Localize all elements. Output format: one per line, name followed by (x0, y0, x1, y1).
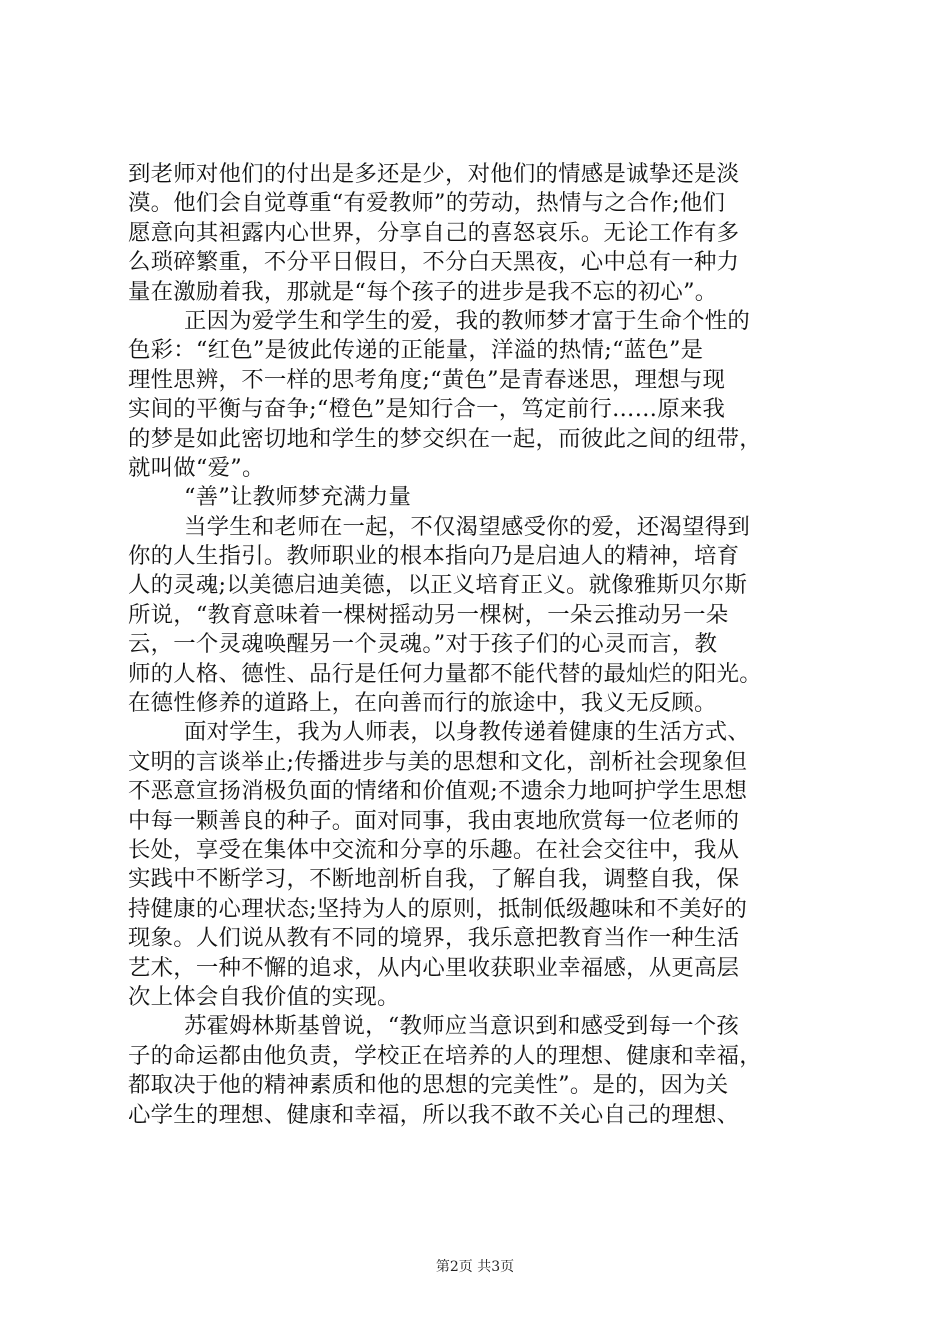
text-line: 漠。他们会自觉尊重“有爱教师”的劳动，热情与之合作;他们 (128, 190, 726, 217)
text-line: 愿意向其袒露内心世界，分享自己的喜怒哀乐。无论工作有多 (128, 219, 740, 246)
text-line: 都取决于他的精神素质和他的思想的完美性”。是的，因为关 (128, 1072, 729, 1099)
text-line: 的梦是如此密切地和学生的梦交织在一起，而彼此之间的纽带， (128, 425, 762, 452)
text-line: 不恶意宣扬消极负面的情绪和价值观;不遗余力地呵护学生思想 (128, 778, 748, 805)
text-line: 在德性修养的道路上，在向善而行的旅途中，我义无反顾。 (128, 690, 717, 717)
text-line: 人的灵魂;以美德启迪美德，以正义培育正义。就像雅斯贝尔斯 (128, 572, 748, 599)
text-line: 就叫做“爱”。 (128, 454, 265, 481)
text-line: 实践中不断学习，不断地剖析自我，了解自我，调整自我，保 (128, 866, 740, 893)
text-line: 色彩：“红色”是彼此传递的正能量，洋溢的热情;“蓝色”是 (128, 337, 704, 364)
text-line: 云，一个灵魂唤醒另一个灵魂。”对于孩子们的心灵而言，教 (128, 631, 718, 658)
text-line: 心学生的理想、健康和幸福，所以我不敢不关心自己的理想、 (128, 1101, 740, 1128)
text-line: 持健康的心理状态;坚持为人的原则，抵制低级趣味和不美好的 (128, 895, 748, 922)
text-line: 理性思辨，不一样的思考角度;“黄色”是青春迷思，理想与现 (128, 366, 726, 393)
text-line: 量在激励着我，那就是“每个孩子的进步是我不忘的初心”。 (128, 278, 718, 305)
section-heading: “善”让教师梦充满力量 (184, 484, 412, 511)
text-line: 艺术，一种不懈的追求，从内心里收获职业幸福感，从更高层 (128, 954, 740, 981)
paragraph-first-line: 苏霍姆林斯基曾说，“教师应当意识到和感受到每一个孩 (184, 1013, 740, 1040)
text-line: 么琐碎繁重，不分平日假日，不分白天黑夜，心中总有一种力 (128, 249, 740, 276)
text-line: 长处，享受在集体中交流和分享的乐趣。在社会交往中，我从 (128, 836, 740, 863)
text-line: 到老师对他们的付出是多还是少，对他们的情感是诚挚还是淡 (128, 161, 740, 187)
text-line: 子的命运都由他负责，学校正在培养的人的理想、健康和幸福， (128, 1042, 762, 1069)
document-body (128, 160, 832, 1130)
text-line: 实间的平衡与奋争;“橙色”是知行合一，笃定前行……原来我 (128, 396, 726, 423)
paragraph-first-line: 当学生和老师在一起，不仅渴望感受你的爱，还渴望得到 (184, 513, 751, 540)
paragraph-first-line: 面对学生，我为人师表，以身教传递着健康的生活方式、 (184, 719, 751, 746)
paragraph-first-line: 正因为爱学生和学生的爱，我的教师梦才富于生命个性的 (184, 307, 751, 334)
text-line: 师的人格、德性、品行是任何力量都不能代替的最灿烂的阳光。 (128, 660, 762, 687)
text-line: 所说，“教育意味着一棵树摇动另一棵树，一朵云推动另一朵 (128, 601, 729, 628)
text-line: 现象。人们说从教有不同的境界，我乐意把教育当作一种生活 (128, 925, 740, 952)
page-number-footer: 第2页 共3页 (435, 1259, 515, 1275)
text-line: 次上体会自我价值的实现。 (128, 983, 400, 1010)
text-line: 你的人生指引。教师职业的根本指向乃是启迪人的精神，培育 (128, 543, 740, 570)
text-line: 文明的言谈举止;传播进步与美的思想和文化，剖析社会现象但 (128, 748, 748, 775)
text-line: 中每一颗善良的种子。面对同事，我由衷地欣赏每一位老师的 (128, 807, 740, 834)
